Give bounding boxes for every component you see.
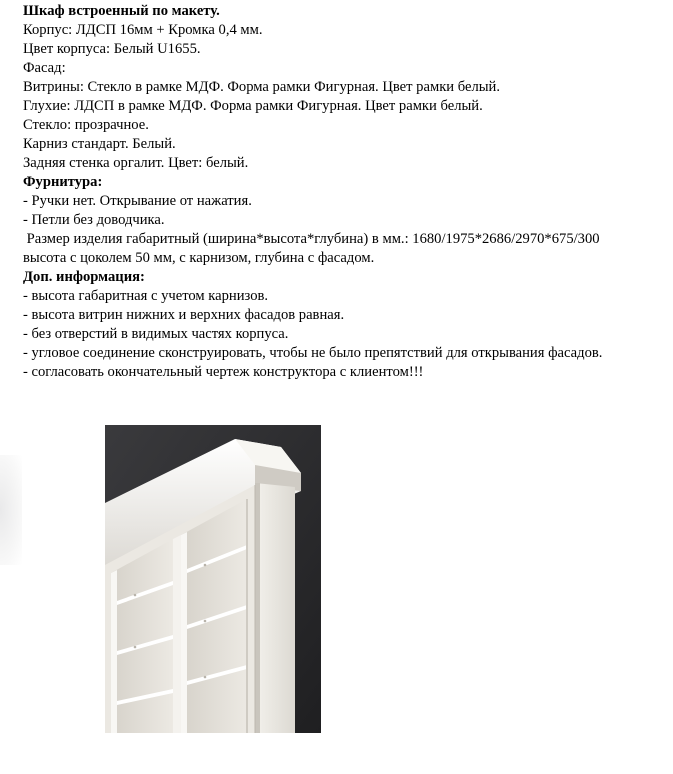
hardware-heading: Фурнитура: (23, 174, 103, 190)
spec-line-cornice: Карниз стандарт. Белый. (23, 136, 176, 152)
extra-item-approval: - согласовать окончательный чертеж конструктора с клиентом!!! (23, 364, 424, 380)
document-body (23, 2, 673, 382)
extra-item-no-holes: - без отверстий в видимых частях корпуса. (23, 326, 289, 342)
extra-item-corner-joint: - угловое соединение сконструировать, чтобы не было препятствий для открывания фасадов. (23, 345, 603, 361)
background-glow (0, 455, 22, 565)
size-note-line: высота с цоколем 50 мм, с карнизом, глубина с фасадом. (23, 250, 375, 266)
spec-line-glass: Стекло: прозрачное. (23, 117, 149, 133)
document-title: Шкаф встроенный по макету. (23, 3, 220, 19)
cabinet-photo (105, 425, 321, 733)
spec-line-back-wall: Задняя стенка оргалит. Цвет: белый. (23, 155, 249, 171)
hardware-item-handles: - Ручки нет. Открывание от нажатия. (23, 193, 252, 209)
spec-line-facade: Фасад: (23, 60, 66, 76)
spec-line-blind-doors: Глухие: ЛДСП в рамке МДФ. Форма рамки Фигурная. Цвет рамки белый. (23, 98, 483, 114)
extra-info-heading: Доп. информация: (23, 269, 145, 285)
extra-item-showcase-height: - высота витрин нижних и верхних фасадов равная. (23, 307, 345, 323)
size-line: Размер изделия габаритный (ширина*высота*глубина) в мм.: 1680/1975*2686/2970*675/300 (23, 231, 600, 247)
spec-line-body-color: Цвет корпуса: Белый U1655. (23, 41, 201, 57)
hardware-item-hinges: - Петли без доводчика. (23, 212, 165, 228)
spec-line-showcases: Витрины: Стекло в рамке МДФ. Форма рамки Фигурная. Цвет рамки белый. (23, 79, 500, 95)
spec-line-body: Корпус: ЛДСП 16мм + Кромка 0,4 мм. (23, 22, 263, 38)
extra-item-height: - высота габаритная с учетом карнизов. (23, 288, 269, 304)
cabinet-illustration (105, 425, 321, 733)
